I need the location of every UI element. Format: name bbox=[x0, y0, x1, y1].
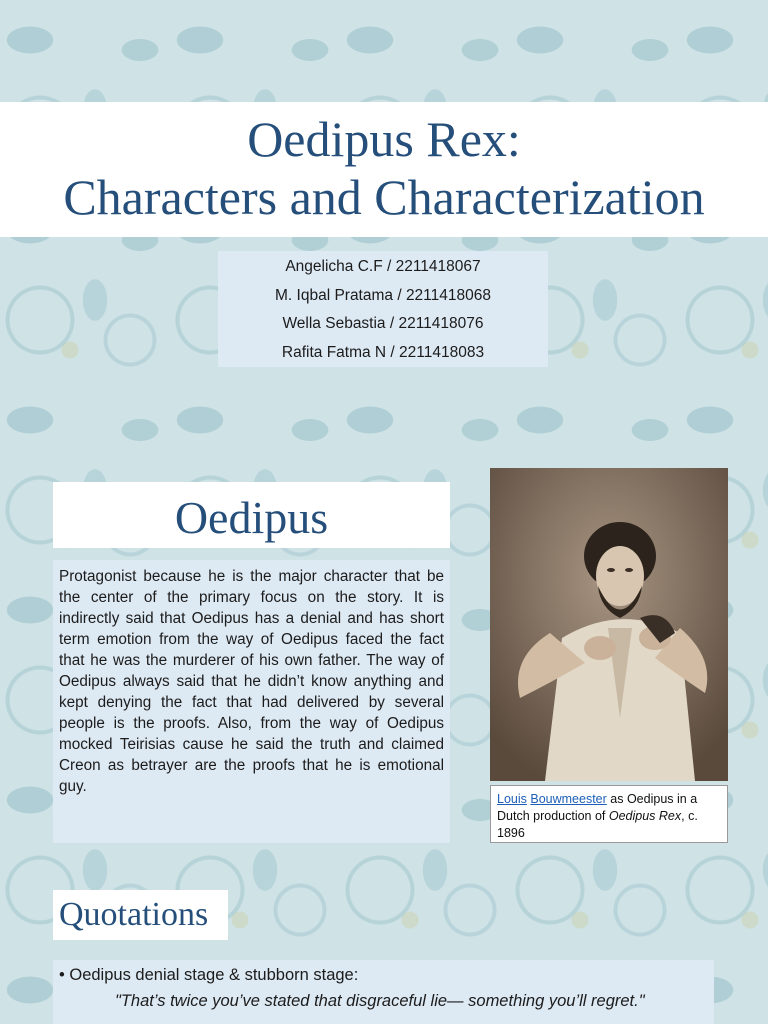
caption-link-louis[interactable]: Louis bbox=[497, 792, 527, 806]
actor-portrait-image bbox=[490, 468, 728, 781]
photo-caption bbox=[490, 785, 728, 843]
quotation-bullet bbox=[59, 962, 708, 988]
title-banner bbox=[0, 102, 768, 237]
caption-text: as Oedipus in a Dutch production of bbox=[497, 792, 698, 823]
oedipus-photo bbox=[490, 468, 728, 781]
quotations-heading: Quotations bbox=[53, 890, 228, 940]
title-line-2: Characters and Characterization bbox=[63, 169, 705, 225]
title-line-1: Oedipus Rex: bbox=[247, 111, 521, 167]
quotation-bullet-text: Oedipus denial stage & stubborn stage: bbox=[69, 966, 359, 984]
caption-date: , c. 1896 bbox=[497, 809, 698, 840]
quotation-text: "That’s twice you’ve stated that disgraceful lie— something you’ll regret." bbox=[115, 992, 645, 1010]
bullet-dot-icon: • bbox=[59, 966, 65, 984]
author-3: Wella Sebastia / 2211418076 bbox=[282, 315, 484, 332]
oedipus-description: Protagonist because he is the major character that be the center of the primary focus on the story. It is indirectly said that Oedipus has a denial and has short term emotion from the way of Oedipus faced the fact that he was the murderer of his own father. The way of Oedipus always said that he didn’t know anything and kept denying the fact that had delivered by several people is the proofs. Also, from the way of Oedipus mocked Teirisias cause he said the truth and claimed Creon as betrayer are the proofs that he is emotional guy. bbox=[53, 560, 450, 843]
authors-box bbox=[218, 251, 548, 367]
caption-play-title: Oedipus Rex bbox=[608, 809, 682, 823]
author-4: Rafita Fatma N / 2211418083 bbox=[281, 343, 485, 361]
author-1: Angelicha C.F / 2211418067 bbox=[285, 258, 481, 275]
oedipus-heading: Oedipus bbox=[53, 482, 450, 548]
quotations-box bbox=[53, 960, 714, 1024]
caption-link-bouwmeester[interactable]: Bouwmeester bbox=[530, 792, 607, 806]
author-2: M. Iqbal Pratama / 2211418068 bbox=[275, 286, 491, 304]
